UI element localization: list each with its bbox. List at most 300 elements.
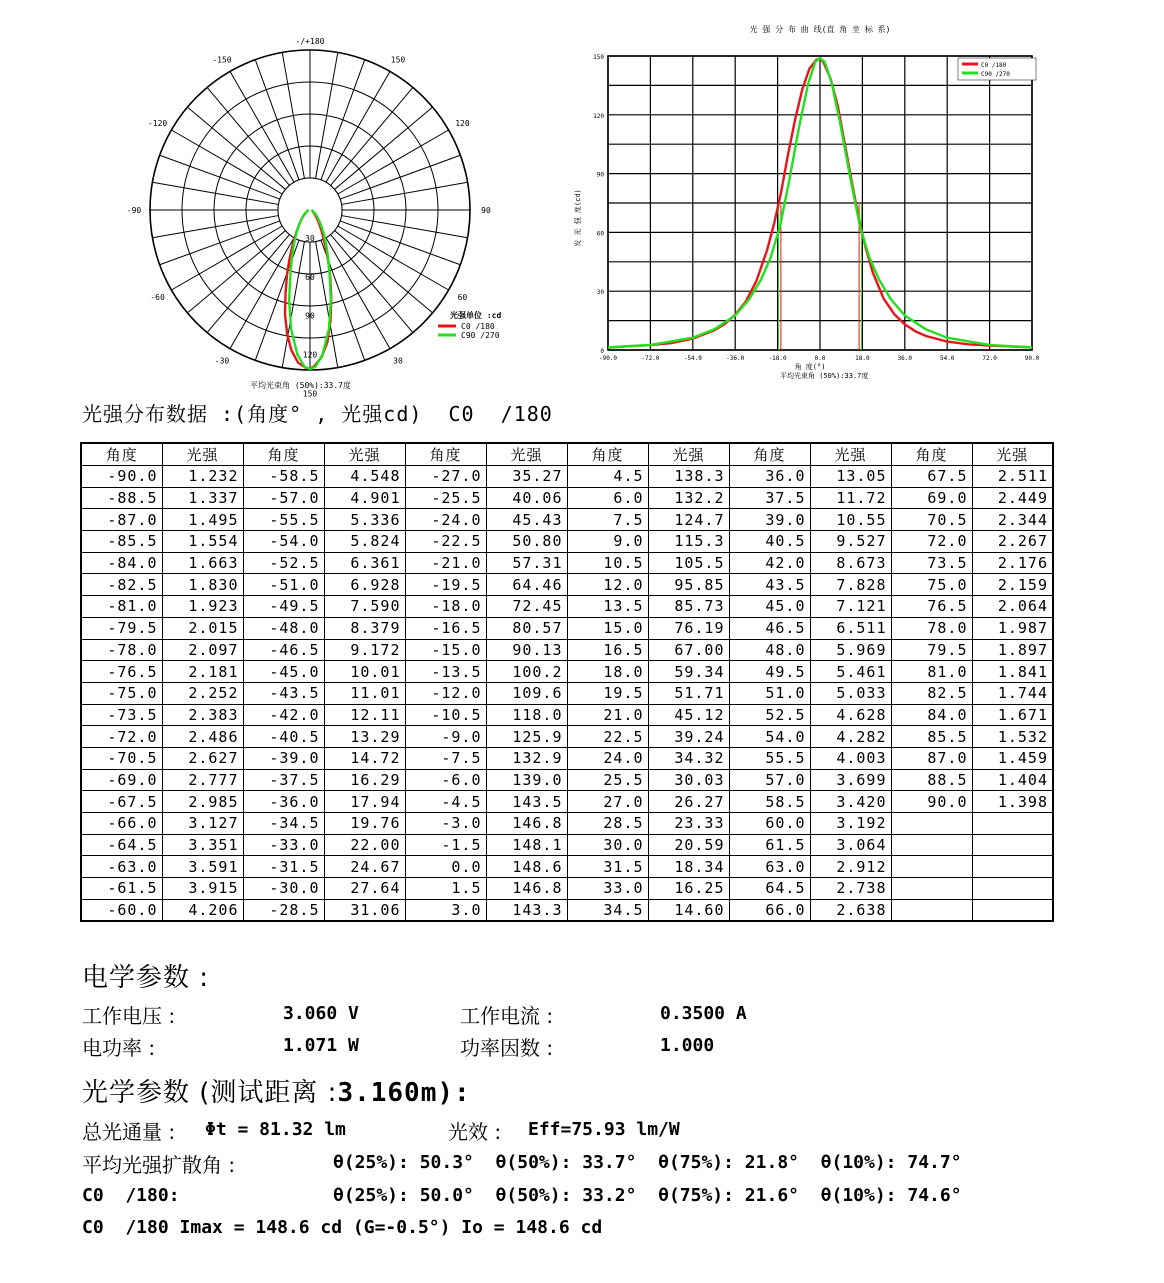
- table-cell: -90.0: [81, 466, 162, 488]
- table-cell: 90.0: [891, 791, 972, 813]
- table-cell: 1.663: [162, 552, 243, 574]
- table-cell: 13.29: [324, 726, 405, 748]
- table-cell: 2.985: [162, 791, 243, 813]
- table-cell: 17.94: [324, 791, 405, 813]
- table-cell: 2.159: [972, 574, 1053, 596]
- table-cell: 59.34: [648, 661, 729, 683]
- table-cell: 2.638: [810, 899, 891, 921]
- rect-x-tick: 90.0: [1024, 355, 1040, 362]
- eff-label: 光效 :: [448, 1120, 502, 1144]
- c0-angle-values: θ(25%): 50.0° θ(50%): 33.2° θ(75%): 21.6° θ(10%): 74.6°: [333, 1185, 962, 1206]
- table-header-cell: 角度: [81, 443, 162, 466]
- table-cell: 7.5: [567, 509, 648, 531]
- table-cell: 26.27: [648, 791, 729, 813]
- table-cell: 3.699: [810, 769, 891, 791]
- table-cell: 2.912: [810, 856, 891, 878]
- table-row: [81, 813, 1053, 835]
- table-cell: 22.00: [324, 834, 405, 856]
- rect-y-tick: 60: [596, 230, 604, 238]
- table-cell: 5.033: [810, 682, 891, 704]
- table-cell: 35.27: [486, 466, 567, 488]
- polar-angle-label: 150: [390, 55, 406, 65]
- table-cell: -13.5: [405, 661, 486, 683]
- table-title: 光强分布数据 :(角度° , 光强cd) C0 /180: [82, 402, 553, 426]
- table-cell: -70.5: [81, 747, 162, 769]
- table-cell: [972, 856, 1053, 878]
- table-cell: [972, 813, 1053, 835]
- polar-angle-label: 90: [481, 206, 491, 215]
- table-cell: 76.5: [891, 596, 972, 618]
- table-cell: -81.0: [81, 596, 162, 618]
- table-cell: 18.0: [567, 661, 648, 683]
- table-header-cell: 光强: [972, 443, 1053, 466]
- table-cell: 57.31: [486, 552, 567, 574]
- table-cell: -25.5: [405, 487, 486, 509]
- voltage-label: 工作电压 :: [82, 1004, 176, 1028]
- table-cell: -7.5: [405, 747, 486, 769]
- table-cell: 2.015: [162, 617, 243, 639]
- table-cell: -66.0: [81, 813, 162, 835]
- table-cell: -57.0: [243, 487, 324, 509]
- polar-spoke: [316, 242, 338, 368]
- table-cell: 10.01: [324, 661, 405, 683]
- table-cell: 4.628: [810, 704, 891, 726]
- current-value: 0.3500 A: [660, 1003, 747, 1024]
- table-cell: 34.32: [648, 747, 729, 769]
- table-cell: 11.01: [324, 682, 405, 704]
- table-cell: 14.60: [648, 899, 729, 921]
- polar-radial-label: 30: [305, 233, 315, 243]
- table-cell: 146.8: [486, 813, 567, 835]
- table-cell: [891, 878, 972, 900]
- table-cell: 105.5: [648, 552, 729, 574]
- table-row: [81, 596, 1053, 618]
- table-cell: 2.176: [972, 552, 1053, 574]
- table-cell: 72.0: [891, 531, 972, 553]
- table-cell: 79.5: [891, 639, 972, 661]
- table-cell: 88.5: [891, 769, 972, 791]
- voltage-value: 3.060 V: [283, 1003, 359, 1024]
- table-cell: 31.06: [324, 899, 405, 921]
- table-cell: 63.0: [729, 856, 810, 878]
- rect-y-tick: 90: [596, 171, 604, 179]
- table-cell: 1.897: [972, 639, 1053, 661]
- table-cell: 78.0: [891, 617, 972, 639]
- table-cell: 2.344: [972, 509, 1053, 531]
- table-cell: 1.830: [162, 574, 243, 596]
- table-cell: 2.738: [810, 878, 891, 900]
- table-cell: 40.5: [729, 531, 810, 553]
- table-cell: 2.627: [162, 747, 243, 769]
- table-cell: 4.5: [567, 466, 648, 488]
- table-cell: 1.459: [972, 747, 1053, 769]
- table-cell: 11.72: [810, 487, 891, 509]
- table-cell: 40.06: [486, 487, 567, 509]
- table-cell: -36.0: [243, 791, 324, 813]
- table-row: [81, 617, 1053, 639]
- table-cell: -46.5: [243, 639, 324, 661]
- table-cell: 5.336: [324, 509, 405, 531]
- table-cell: 73.5: [891, 552, 972, 574]
- table-cell: 45.43: [486, 509, 567, 531]
- rect-x-tick: -54.0: [683, 355, 702, 362]
- rect-ticks: [593, 54, 1039, 362]
- table-cell: 19.76: [324, 813, 405, 835]
- table-cell: -31.5: [243, 856, 324, 878]
- rect-x-tick: 72.0: [982, 355, 997, 362]
- table-cell: 2.777: [162, 769, 243, 791]
- table-cell: 16.5: [567, 639, 648, 661]
- table-cell: 16.29: [324, 769, 405, 791]
- table-body: [81, 466, 1053, 921]
- table-cell: 143.3: [486, 899, 567, 921]
- table-cell: -88.5: [81, 487, 162, 509]
- flux-label: 总光通量 :: [82, 1120, 176, 1144]
- rect-chart: [560, 18, 1050, 383]
- table-cell: 30.0: [567, 834, 648, 856]
- table-cell: 39.0: [729, 509, 810, 531]
- rect-x-tick: -72.0: [641, 355, 660, 362]
- polar-legend-c0: C0 /180: [461, 322, 495, 331]
- table-row: [81, 834, 1053, 856]
- table-cell: 16.25: [648, 878, 729, 900]
- table-cell: -10.5: [405, 704, 486, 726]
- pf-label: 功率因数 :: [460, 1036, 554, 1060]
- power-label: 电功率 :: [82, 1036, 156, 1060]
- intensity-table: [80, 442, 1054, 922]
- table-cell: 31.5: [567, 856, 648, 878]
- table-cell: 0.0: [405, 856, 486, 878]
- polar-angle-label: -150: [212, 55, 232, 65]
- rect-legend: [958, 58, 1036, 80]
- optical-distance: 3.160m):: [337, 1078, 471, 1108]
- table-cell: -85.5: [81, 531, 162, 553]
- table-header-row: [81, 443, 1053, 466]
- polar-radial-label: 120: [302, 350, 318, 360]
- table-row: [81, 509, 1053, 531]
- table-cell: 2.383: [162, 704, 243, 726]
- table-cell: 3.127: [162, 813, 243, 835]
- table-cell: -30.0: [243, 878, 324, 900]
- polar-angle-label: -90: [126, 206, 142, 215]
- table-cell: 100.2: [486, 661, 567, 683]
- table-cell: -58.5: [243, 466, 324, 488]
- table-cell: -84.0: [81, 552, 162, 574]
- table-cell: 7.590: [324, 596, 405, 618]
- table-cell: 1.398: [972, 791, 1053, 813]
- polar-spoke: [340, 221, 460, 265]
- polar-footer: 平均光束角 (50%):33.7度: [250, 381, 351, 390]
- polar-grid: [147, 50, 470, 370]
- table-cell: -28.5: [243, 899, 324, 921]
- polar-spoke: [255, 60, 299, 180]
- rect-y-tick: 150: [593, 54, 604, 61]
- table-cell: 2.267: [972, 531, 1053, 553]
- polar-angle-label: 60: [457, 293, 468, 302]
- rect-grid: [608, 56, 1032, 350]
- table-cell: [891, 813, 972, 835]
- rect-ylabel: 发 光 强 度(cd): [574, 189, 582, 247]
- table-cell: 54.0: [729, 726, 810, 748]
- table-cell: -67.5: [81, 791, 162, 813]
- optical-heading: 光学参数 (测试距离 :: [82, 1078, 338, 1108]
- polar-angle-label: -120: [147, 119, 168, 128]
- table-cell: -18.0: [405, 596, 486, 618]
- c0-angle-label: C0 /180:: [82, 1185, 180, 1206]
- table-cell: 1.404: [972, 769, 1053, 791]
- table-cell: -6.0: [405, 769, 486, 791]
- table-cell: 69.0: [891, 487, 972, 509]
- table-cell: -45.0: [243, 661, 324, 683]
- table-cell: 2.486: [162, 726, 243, 748]
- polar-spoke: [152, 216, 278, 238]
- table-cell: -49.5: [243, 596, 324, 618]
- table-cell: -73.5: [81, 704, 162, 726]
- table-cell: 34.5: [567, 899, 648, 921]
- table-row: [81, 704, 1053, 726]
- table-cell: -12.0: [405, 682, 486, 704]
- table-cell: 1.495: [162, 509, 243, 531]
- table-row: [81, 466, 1053, 488]
- table-cell: 75.0: [891, 574, 972, 596]
- table-cell: 1.923: [162, 596, 243, 618]
- rect-x-tick: -18.0: [768, 355, 787, 362]
- table-cell: 36.0: [729, 466, 810, 488]
- electrical-heading: 电学参数 :: [82, 963, 210, 993]
- table-cell: 13.5: [567, 596, 648, 618]
- table-header-cell: 角度: [567, 443, 648, 466]
- table-row: [81, 682, 1053, 704]
- table-cell: 67.5: [891, 466, 972, 488]
- table-cell: 15.0: [567, 617, 648, 639]
- table-cell: 66.0: [729, 899, 810, 921]
- table-cell: 2.181: [162, 661, 243, 683]
- flux-value: Φt = 81.32 lm: [205, 1119, 346, 1140]
- table-cell: 3.591: [162, 856, 243, 878]
- table-cell: -9.0: [405, 726, 486, 748]
- table-cell: 5.461: [810, 661, 891, 683]
- rect-x-tick: 54.0: [939, 355, 955, 362]
- table-cell: 27.64: [324, 878, 405, 900]
- polar-angle-label: -60: [150, 293, 165, 302]
- polar-angle-label: 30: [393, 356, 403, 366]
- table-cell: 1.554: [162, 531, 243, 553]
- table-row: [81, 531, 1053, 553]
- avg-angle-label: 平均光强扩散角 :: [82, 1153, 236, 1177]
- table-cell: 43.5: [729, 574, 810, 596]
- table-cell: -64.5: [81, 834, 162, 856]
- table-cell: -1.5: [405, 834, 486, 856]
- table-cell: 5.824: [324, 531, 405, 553]
- table-cell: 27.0: [567, 791, 648, 813]
- polar-spoke: [160, 155, 280, 199]
- table-row: [81, 661, 1053, 683]
- table-cell: 82.5: [891, 682, 972, 704]
- polar-radial-label: 150: [302, 389, 318, 398]
- table-cell: -63.0: [81, 856, 162, 878]
- table-cell: -48.0: [243, 617, 324, 639]
- table-cell: 4.003: [810, 747, 891, 769]
- table-cell: 24.0: [567, 747, 648, 769]
- table-cell: 125.9: [486, 726, 567, 748]
- table-header-cell: 角度: [891, 443, 972, 466]
- table-cell: 8.673: [810, 552, 891, 574]
- polar-angle-label: 120: [455, 119, 470, 128]
- table-cell: 115.3: [648, 531, 729, 553]
- table-cell: -16.5: [405, 617, 486, 639]
- polar-angle-label: -/+180: [295, 37, 325, 46]
- table-cell: 2.449: [972, 487, 1053, 509]
- table-cell: 39.24: [648, 726, 729, 748]
- table-cell: 2.097: [162, 639, 243, 661]
- rect-y-tick: 120: [593, 112, 604, 120]
- table-cell: 19.5: [567, 682, 648, 704]
- table-cell: 1.532: [972, 726, 1053, 748]
- table-header-cell: 光强: [162, 443, 243, 466]
- table-cell: 85.5: [891, 726, 972, 748]
- table-cell: 1.5: [405, 878, 486, 900]
- table-cell: 1.841: [972, 661, 1053, 683]
- table-cell: -4.5: [405, 791, 486, 813]
- rect-legend-c90: C90 /270: [981, 71, 1010, 78]
- rect-footer: 平均光束角 (50%):33.7度: [780, 372, 869, 380]
- table-cell: 3.915: [162, 878, 243, 900]
- table-cell: -54.0: [243, 531, 324, 553]
- table-cell: 5.969: [810, 639, 891, 661]
- table-cell: 9.0: [567, 531, 648, 553]
- table-row: [81, 574, 1053, 596]
- polar-spoke: [282, 52, 304, 178]
- table-cell: -40.5: [243, 726, 324, 748]
- table-cell: 3.420: [810, 791, 891, 813]
- optical-heading-wrap: [82, 1072, 471, 1109]
- rect-x-tick: -36.0: [726, 355, 745, 362]
- table-cell: 51.0: [729, 682, 810, 704]
- table-cell: 7.121: [810, 596, 891, 618]
- table-cell: 4.206: [162, 899, 243, 921]
- table-header-cell: 光强: [486, 443, 567, 466]
- table-cell: 76.19: [648, 617, 729, 639]
- table-cell: -33.0: [243, 834, 324, 856]
- table-cell: 52.5: [729, 704, 810, 726]
- table-cell: 64.46: [486, 574, 567, 596]
- table-cell: 3.192: [810, 813, 891, 835]
- table-cell: 8.379: [324, 617, 405, 639]
- table-cell: 10.55: [810, 509, 891, 531]
- rect-legend-c0: C0 /180: [981, 62, 1007, 69]
- table-cell: 2.064: [972, 596, 1053, 618]
- table-cell: 61.5: [729, 834, 810, 856]
- polar-chart: [120, 28, 520, 398]
- rect-x-tick: 36.0: [897, 355, 913, 362]
- polar-spoke: [160, 221, 280, 265]
- table-header-cell: 角度: [243, 443, 324, 466]
- table-cell: 70.5: [891, 509, 972, 531]
- table-cell: 3.0: [405, 899, 486, 921]
- table-cell: 2.252: [162, 682, 243, 704]
- rect-x-tick: -90.0: [598, 355, 618, 362]
- table-cell: 10.5: [567, 552, 648, 574]
- polar-radial-label: 60: [305, 272, 315, 282]
- table-cell: 109.6: [486, 682, 567, 704]
- table-cell: 148.1: [486, 834, 567, 856]
- table-cell: [972, 878, 1053, 900]
- table-cell: -43.5: [243, 682, 324, 704]
- table-cell: -37.5: [243, 769, 324, 791]
- table-cell: 1.987: [972, 617, 1053, 639]
- table-row: [81, 769, 1053, 791]
- table-cell: -76.5: [81, 661, 162, 683]
- table-row: [81, 878, 1053, 900]
- table-cell: 1.232: [162, 466, 243, 488]
- rect-x-tick: 18.0: [855, 355, 870, 362]
- table-cell: 12.0: [567, 574, 648, 596]
- table-cell: 124.7: [648, 509, 729, 531]
- table-cell: 18.34: [648, 856, 729, 878]
- table-cell: [891, 856, 972, 878]
- table-cell: -52.5: [243, 552, 324, 574]
- table-cell: 118.0: [486, 704, 567, 726]
- imax-line: C0 /180 Imax = 148.6 cd (G=-0.5°) Io = 148.6 cd: [82, 1217, 603, 1238]
- table-cell: 50.80: [486, 531, 567, 553]
- table-cell: 22.5: [567, 726, 648, 748]
- table-cell: 45.0: [729, 596, 810, 618]
- table-cell: 4.548: [324, 466, 405, 488]
- table-cell: [891, 834, 972, 856]
- table-cell: 58.5: [729, 791, 810, 813]
- table-cell: 42.0: [729, 552, 810, 574]
- table-cell: 2.511: [972, 466, 1053, 488]
- rect-xlabel: 角 度(°): [794, 363, 826, 371]
- table-header-cell: 光强: [648, 443, 729, 466]
- table-cell: 1.671: [972, 704, 1053, 726]
- table-cell: 14.72: [324, 747, 405, 769]
- table-cell: 12.11: [324, 704, 405, 726]
- table-row: [81, 726, 1053, 748]
- avg-angle-values: θ(25%): 50.3° θ(50%): 33.7° θ(75%): 21.8° θ(10%): 74.7°: [333, 1152, 962, 1173]
- polar-legend: [438, 310, 501, 340]
- table-cell: 85.73: [648, 596, 729, 618]
- table-cell: -19.5: [405, 574, 486, 596]
- rect-x-tick: 0.0: [814, 355, 826, 362]
- table-cell: 9.527: [810, 531, 891, 553]
- power-value: 1.071 W: [283, 1035, 359, 1056]
- table-cell: 57.0: [729, 769, 810, 791]
- polar-spoke: [152, 182, 278, 204]
- table-cell: 67.00: [648, 639, 729, 661]
- table-cell: 132.2: [648, 487, 729, 509]
- table-cell: 55.5: [729, 747, 810, 769]
- table-cell: -3.0: [405, 813, 486, 835]
- table-cell: -55.5: [243, 509, 324, 531]
- table-cell: 4.901: [324, 487, 405, 509]
- table-cell: [972, 834, 1053, 856]
- table-cell: -79.5: [81, 617, 162, 639]
- table-cell: 4.282: [810, 726, 891, 748]
- polar-spoke: [321, 60, 365, 180]
- table-cell: -69.0: [81, 769, 162, 791]
- table-cell: 9.172: [324, 639, 405, 661]
- polar-radial-label: 90: [305, 311, 315, 321]
- table-cell: 21.0: [567, 704, 648, 726]
- table-cell: 49.5: [729, 661, 810, 683]
- table-row: [81, 639, 1053, 661]
- table-cell: -82.5: [81, 574, 162, 596]
- table-cell: 48.0: [729, 639, 810, 661]
- table-cell: 6.928: [324, 574, 405, 596]
- table-cell: -15.0: [405, 639, 486, 661]
- rect-y-tick: 0: [600, 348, 604, 355]
